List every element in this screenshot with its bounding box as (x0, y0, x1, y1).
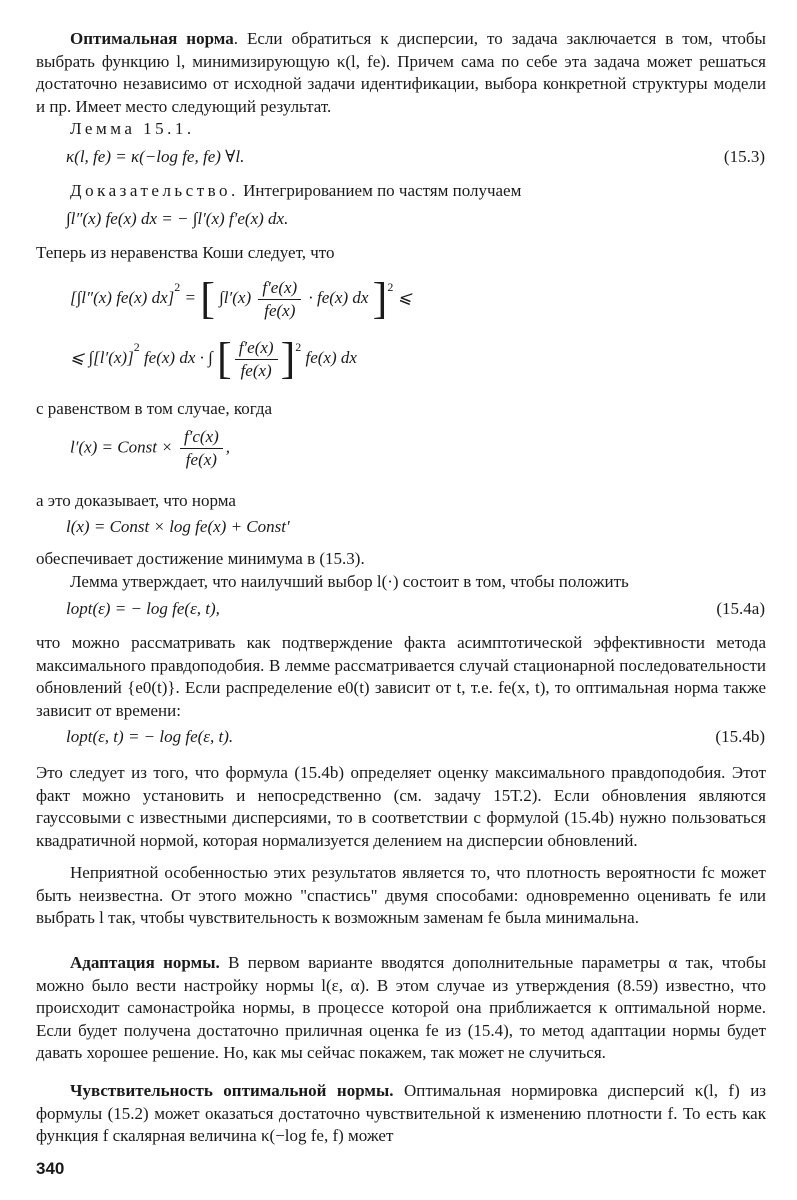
optimal-norm-text: . Если обратиться к дисперсии, то задача заключается в том, чтобы выбрать функцию l, минимизирующую κ(l, fe). Причем сама по себе эта задача может решаться достаточно независимо от исходной задачи идентификации, выбора конкретной структуры модели и пр. Имеет место следующий результат. (36, 29, 766, 116)
proof-text: Интегрированием по частям получаем (238, 181, 522, 200)
equation-15-3-formula: κ(l, fe) = κ(−log fe, fe) ∀l. (66, 147, 245, 166)
paragraph-norm-adaptation: Адаптация нормы. В первом варианте вводятся дополнительные параметры α так, чтобы можно было вести настройку нормы l(ε, α). В этом случае из утверждения (8.59) известно, что происходит самонастройка нормы, в процессе которой она приближается к оптимальной норме. Если будет получена достаточно приличная оценка fe из (15.4), то метод адаптации нормы будет давать хорошее решение. Но, как мы сейчас покажем, так может не случиться. (36, 953, 767, 1063)
equality-text: с равенством в том случае, когда (36, 399, 273, 418)
equation-15-4b: lopt(ε, t) = − log fe(ε, t). (15.4b) (66, 727, 765, 746)
proof-label: Доказательство. (70, 181, 239, 200)
equation-integration-by-parts: ∫l″(x) fe(x) dx = − ∫l′(x) f′e(x) dx. (66, 209, 289, 228)
equation-optimal-norm: l(x) = Const × log fe(x) + Const′ (66, 517, 290, 536)
fraction-f-prime-over-f-2: $\frac{f'e(x)}{fe(x)}$ (235, 337, 278, 382)
paragraph-optimal-norm (36, 28, 766, 118)
heading-optimal-norm: Оптимальная норма (70, 29, 234, 48)
equation-15-4a: lopt(ε) = − log fe(ε, t), (15.4a) (66, 599, 765, 618)
equation-equality-condition: l′(x) = Const × $\frac{f'c(x)}{fe(x)}$ , (70, 427, 231, 469)
fraction-f-prime-over-f: $\frac{f'e(x)}{fe(x)}$ (258, 277, 301, 322)
cauchy-text: Теперь из неравенства Коши следует, что (36, 243, 335, 262)
heading-sensitivity: Чувствительность оптимальной нормы. (70, 1081, 394, 1100)
equation-15-3 (66, 146, 765, 169)
proof-line (70, 180, 797, 203)
paragraph-asymptotic: что можно рассматривать как подтверждение факта асимптотической эффективности метода максимального правдоподобия. В лемме рассматривается случай стационарной последовательности обновлений {e0(t)}. Если распределение e0(t) зависит от t, т.е. fe(x, t), то оптимальная норма также зависит от времени: (36, 633, 766, 720)
ensures-text: обеспечивает достижение минимума в (15.3). (36, 549, 365, 568)
equation-cauchy-line1: [∫l″(x) fe(x) dx]$^2$ = [ ∫l′(x) $\frac{f'e(x)}{fe(x)}$ · fe(x) dx ]$^2$ ⩽ (70, 274, 412, 324)
proves-text: а это доказывает, что норма (36, 491, 236, 510)
paragraph-unpleasant: Неприятной особенностью этих результатов является то, что плотность вероятности fc может быть неизвестна. От этого можно "спастись" двумя способами: одновременно оценивать fe или выбрать l так, чтобы чувствительность к возможным заменам fe была минимальна. (36, 863, 766, 928)
equation-cauchy-line2: ⩽ $\int[l'(x)]^2$ fe(x) dx · ∫ [ $\frac{f'e(x)}{fe(x)}$ ]$^2$ fe(x) dx (70, 334, 357, 384)
equation-15-3-number: (15.3) (723, 147, 765, 166)
page-number: 340 (36, 1159, 65, 1178)
paragraph-sensitivity: Чувствительность оптимальной нормы. Оптимальная нормировка дисперсий κ(l, f) из формулы (15.2) может оказаться достаточно чувствительной к изменению плотности f. То есть как функция f скалярная величина κ(−log fe, f) может (36, 1081, 767, 1146)
lemma-label: Лемма 15.1. (70, 119, 195, 138)
heading-norm-adaptation: Адаптация нормы. (70, 953, 220, 972)
paragraph-follows: Это следует из того, что формула (15.4b) определяет оценку максимального правдоподобия. Этот факт можно установить и непосредственно (см. задачу 15Т.2). Если обновления являются гауссовыми с известными дисперсиями, то в соответствии с формулой (15.4b) нужно пользоваться квадратичной нормой, которая нормализуется делением на дисперсии обновлений. (36, 763, 766, 850)
lemma-claim: Лемма утверждает, что наилучший выбор l(·) состоит в том, чтобы положить (70, 572, 629, 591)
